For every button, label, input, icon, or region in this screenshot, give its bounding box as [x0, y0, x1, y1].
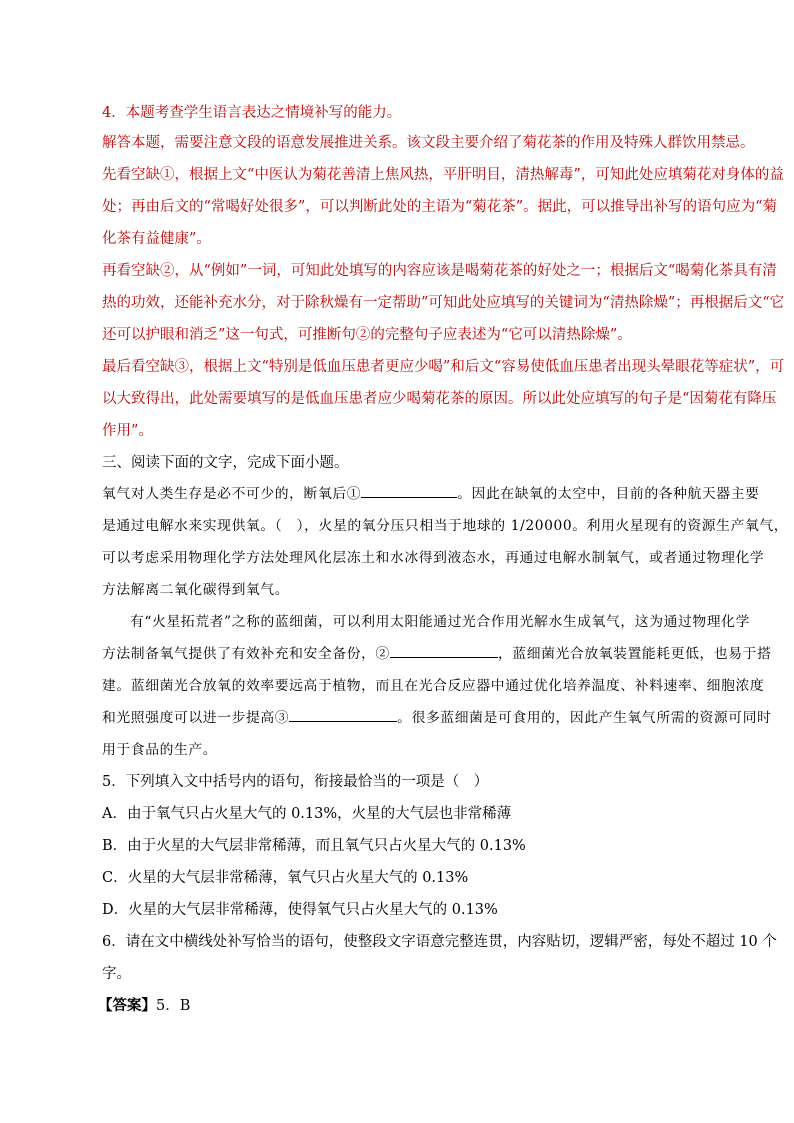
explanation-paragraph-3-line-1: 再看空缺②，从“例如”一词，可知此处填写的内容应该是喝菊花茶的好处之一；根据后文“喝菊化茶具有清 — [102, 263, 777, 279]
explanation-paragraph-2-line-2: 处；再由后文的“常喝好处很多”，可以判断此处的主语为“菊花茶”。据此，可以推导出补写的语句应为“菊 — [102, 199, 778, 215]
q5-option-c: C．火星的大气层非常稀薄，氧气只占火星大气的 0.13% — [102, 870, 469, 886]
q5-stem: 5．下列填入文中括号内的语句，衔接最恰当的一项是（ ） — [102, 774, 489, 790]
explanation-paragraph-2-line-1: 先看空缺①，根据上文“中医认为菊花善清上焦风热，平肝明目，清热解毒”，可知此处应填菊花对身体的益 — [102, 167, 784, 183]
passage-line-1-end: 。因此在缺氧的太空中，目前的各种航天器主要 — [457, 486, 760, 502]
explanation-paragraph-2-line-3: 化茶有益健康”。 — [102, 231, 211, 247]
passage-line-8 — [102, 708, 772, 728]
q5-option-b: B．由于火星的大气层非常稀薄，而且氧气只占火星大气的 0.13% — [102, 838, 526, 854]
q5-option-d: D．火星的大气层非常稀薄，使得氧气只占火星大气的 0.13% — [102, 902, 498, 918]
q6-stem-line-2: 字。 — [102, 966, 131, 982]
answer-tag: 【答案】 — [98, 997, 156, 1014]
explanation-paragraph-4-line-3: 作用”。 — [102, 423, 153, 439]
passage-line-6-end: ，蓝细菌光合放氧装置能耗更低，也易于搭 — [497, 646, 772, 662]
q6-stem-line-1: 6．请在文中横线处补写恰当的语句，使整段文字语意完整连贯，内容贴切，逻辑严密，每处不超过 10 个 — [102, 934, 777, 950]
explanation-paragraph-1: 解答本题，需要注意文段的语意发展推进关系。该文段主要介绍了菊花茶的作用及特殊人群饮用禁忌。 — [102, 135, 755, 151]
q5-option-a: A．由于氧气只占火星大气的 0.13%，火星的大气层也非常稀薄 — [102, 806, 512, 822]
passage-line-1-start: 氧气对人类生存是必不可少的，断氧后① — [102, 486, 362, 502]
passage-line-6 — [102, 644, 771, 664]
passage-line-6-start: 方法制备氧气提供了有效补充和安全备份，② — [102, 646, 390, 662]
section-three-heading: 三、阅读下面的文字，完成下面小题。 — [102, 455, 349, 471]
answer-value: 5．B — [156, 998, 191, 1014]
passage-line-8-start: 和光照强度可以进一步提高③ — [102, 710, 290, 726]
q4-heading: 4．本题考查学生语言表达之情境补写的能力。 — [102, 105, 402, 121]
passage-line-5: 有“火星拓荒者”之称的蓝细菌，可以利用太阳能通过光合作用光解水生成氧气，这为通过物理化学 — [130, 614, 750, 630]
blank-3 — [289, 708, 397, 722]
passage-line-2: 是通过电解水来实现供氧。（ ），火星的氧分压只相当于地球的 1/20000。利用火星现有的资源生产氧气， — [102, 518, 789, 534]
explanation-paragraph-3-line-3: 还可以护眼和消乏”这一句式，可推断句②的完整句子应表述为“它可以清热除燥”。 — [102, 327, 632, 343]
passage-line-1 — [102, 484, 760, 504]
passage-line-8-end: 。很多蓝细菌是可食用的，因此产生氧气所需的资源可同时 — [397, 710, 772, 726]
passage-line-4: 方法解离二氧化碳得到氧气。 — [102, 582, 290, 598]
explanation-paragraph-4-line-1: 最后看空缺③，根据上文“特别是低血压患者更应少喝”和后文“容易使低血压患者出现头晕眼花等症状”，可 — [102, 359, 785, 375]
passage-line-9: 用于食品的生产。 — [102, 742, 218, 758]
explanation-paragraph-3-line-2: 热的功效，还能补充水分，对于除秋燥有一定帮助”可知此处应填写的关键词为“清热除燥”；再根据后文“它 — [102, 295, 785, 311]
explanation-paragraph-4-line-2: 以大致得出，此处需要填写的是低血压患者应少喝菊花茶的原因。所以此处应填写的句子是“因菊花有降压 — [102, 391, 777, 407]
answer-line — [98, 996, 190, 1016]
passage-line-3: 可以考虑采用物理化学方法处理风化层冻土和水冰得到液态水，再通过电解水制氧气，或者通过物理化学 — [102, 550, 765, 566]
passage-line-7: 建。蓝细菌光合放氧的效率要远高于植物，而且在光合反应器中通过优化培养温度、补料速率、细胞浓度 — [102, 678, 765, 694]
blank-2 — [390, 644, 498, 658]
blank-1 — [361, 484, 457, 498]
